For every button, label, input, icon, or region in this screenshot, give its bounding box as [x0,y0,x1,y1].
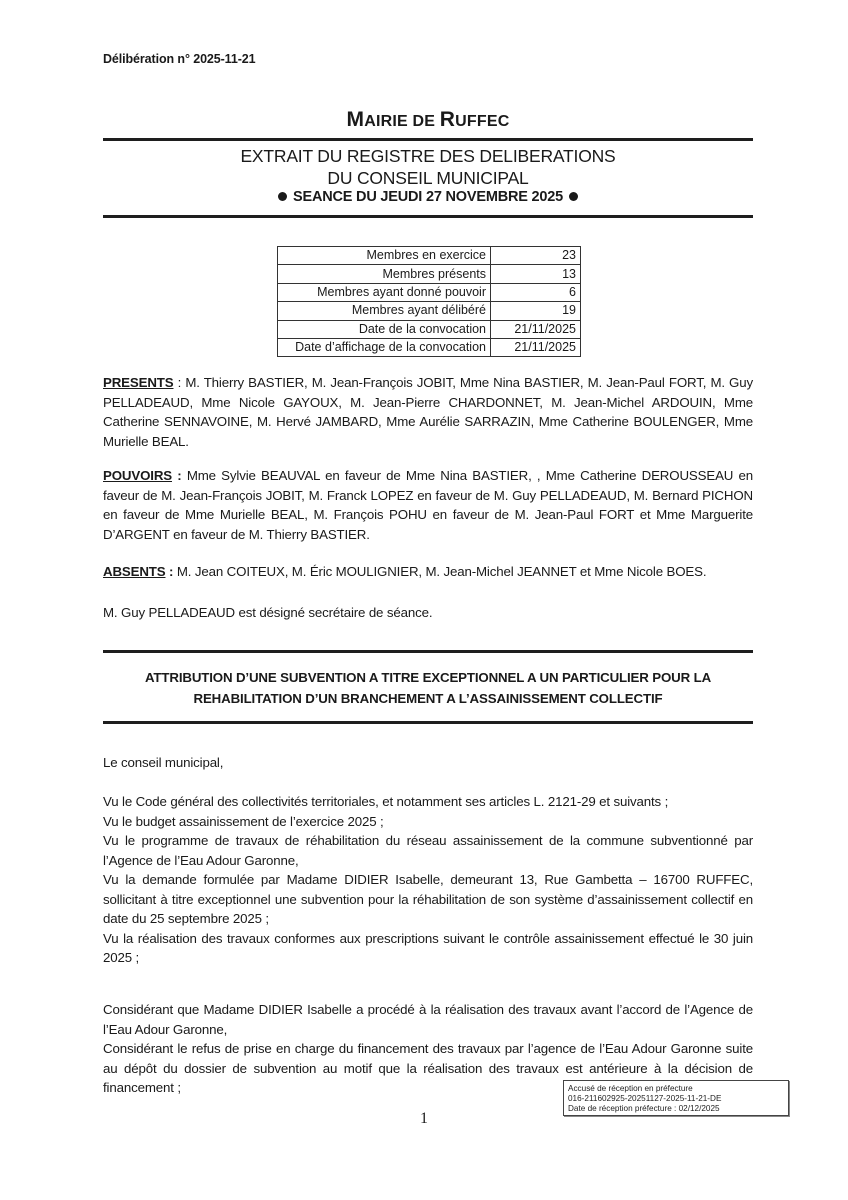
seance-heading [103,189,753,205]
mairie-title [103,108,753,132]
presents-label: PRESENTS [103,375,174,390]
mairie-title-initial-1: M [346,108,365,131]
stat-label: Date de la convocation [278,320,491,338]
stat-value: 19 [491,302,581,320]
seance-text: SEANCE DU JEUDI 27 NOVEMBRE 2025 [293,189,563,205]
deliberation-number: Délibération n° 2025-11-21 [103,52,256,66]
presents-paragraph [103,373,753,451]
prefecture-receipt-stamp [563,1080,789,1116]
vu-item: Vu le programme de travaux de réhabilitation du réseau assainissement de la commune subventionné par l’Agence de l’Eau Adour Garonne, [103,833,753,868]
stat-value: 23 [491,247,581,265]
subject-rule-top [103,650,753,653]
mairie-title-rest-2: UFFEC [455,113,510,130]
secretaire-paragraph: M. Guy PELLADEAUD est désigné secrétaire de séance. [103,605,433,620]
deliberation-subject [103,667,753,709]
header-rule-bottom [103,215,753,218]
vu-paragraphs [103,792,753,968]
vu-item: Vu la réalisation des travaux conformes aux prescriptions suivant le contrôle assainissement effectué le 30 juin 2025 ; [103,930,753,965]
table-row [278,320,581,338]
absents-list: M. Jean COITEUX, M. Éric MOULIGNIER, M. Jean-Michel JEANNET et Mme Nicole BOES. [176,564,707,579]
pouvoirs-separator: : [172,468,187,483]
header-rule-top [103,138,753,141]
pouvoirs-paragraph [103,466,753,544]
subject-line-1: ATTRIBUTION D’UNE SUBVENTION A TITRE EXCEPTIONNEL A UN PARTICULIER POUR LA [144,670,712,685]
extrait-line-1: EXTRAIT DU REGISTRE DES DELIBERATIONS [240,146,616,166]
pouvoirs-list: Mme Sylvie BEAUVAL en faveur de Mme Nina BASTIER, , Mme Catherine DEROUSSEAU en faveur de M. Jean-François JOBIT, M. Franck LOPEZ en faveur de M. Guy PELLADEAUD, M. Bernard PICHON en faveur de Mme Murielle BEAL, M. François POHU en faveur de M. Jean-Paul FORT et Mme Marguerite D’ARGENT en faveur de M. Thierry BASTIER. [103,468,753,542]
table-row [278,283,581,301]
stat-label: Membres en exercice [278,247,491,265]
bullet-icon [278,192,287,201]
stat-label: Date d’affichage de la convocation [278,338,491,356]
absents-label: ABSENTS [103,564,166,579]
stat-value: 6 [491,283,581,301]
table-row [278,247,581,265]
stat-value: 21/11/2025 [491,338,581,356]
stat-value: 21/11/2025 [491,320,581,338]
pouvoirs-label: POUVOIRS [103,468,172,483]
considerant-item: Considérant que Madame DIDIER Isabelle a procédé à la réalisation des travaux avant l’accord de l’Agence de l’Eau Adour Garonne, [103,1002,753,1037]
table-row [278,265,581,283]
absents-separator: : [165,564,177,579]
table-row [278,302,581,320]
stat-value: 13 [491,265,581,283]
absents-paragraph [103,562,753,582]
table-row [278,338,581,356]
page-number: 1 [420,1110,428,1127]
vu-item: Vu le Code général des collectivités territoriales, et notamment ses articles L. 2121-29 et suivants ; [103,794,669,809]
stamp-line-2: 016-211602925-20251127-2025-11-21-DE [568,1094,722,1103]
subject-line-2: REHABILITATION D’UN BRANCHEMENT A L’ASSAINISSEMENT COLLECTIF [193,691,663,706]
stat-label: Membres ayant donné pouvoir [278,283,491,301]
stat-label: Membres présents [278,265,491,283]
vu-item: Vu la demande formulée par Madame DIDIER Isabelle, demeurant 13, Rue Gambetta – 16700 RUFFEC, sollicitant à titre exceptionnel une subvention pour la réhabilitation de son système d’assainissement collectif en date du 25 septembre 2025 ; [103,872,753,926]
members-stats-table [277,246,581,357]
extrait-heading [103,145,753,189]
stamp-line-3: Date de réception préfecture : 02/12/2025 [568,1104,720,1113]
stamp-line-1: Accusé de réception en préfecture [568,1084,693,1093]
intro-paragraph: Le conseil municipal, [103,755,224,770]
vu-item: Vu le budget assainissement de l’exercice 2025 ; [103,813,384,829]
stat-label: Membres ayant délibéré [278,302,491,320]
extrait-line-2: DU CONSEIL MUNICIPAL [327,168,529,188]
mairie-title-initial-2: R [439,108,456,131]
mairie-title-rest-1: AIRIE DE [364,113,440,130]
considerant-item: Considérant le refus de prise en charge du financement des travaux par l’agence de l’Eau Adour Garonne suite au dépôt du dossier de subvention au motif que la réalisation des travaux est antérieure à la décision de financement ; [103,1041,753,1095]
subject-rule-bottom [103,721,753,724]
presents-list: M. Thierry BASTIER, M. Jean-François JOBIT, Mme Nina BASTIER, M. Jean-Paul FORT, M. Guy PELLADEAUD, Mme Nicole GAYOUX, M. Jean-Pierre CHARDONNET, M. Jean-Michel ARDOUIN, Mme Catherine SENNAVOINE, M. Hervé JAMBARD, Mme Aurélie SARRAZIN, Mme Catherine BOULENGER, Mme Murielle BEAL. [103,375,753,449]
bullet-icon [569,192,578,201]
presents-separator: : [173,375,186,390]
